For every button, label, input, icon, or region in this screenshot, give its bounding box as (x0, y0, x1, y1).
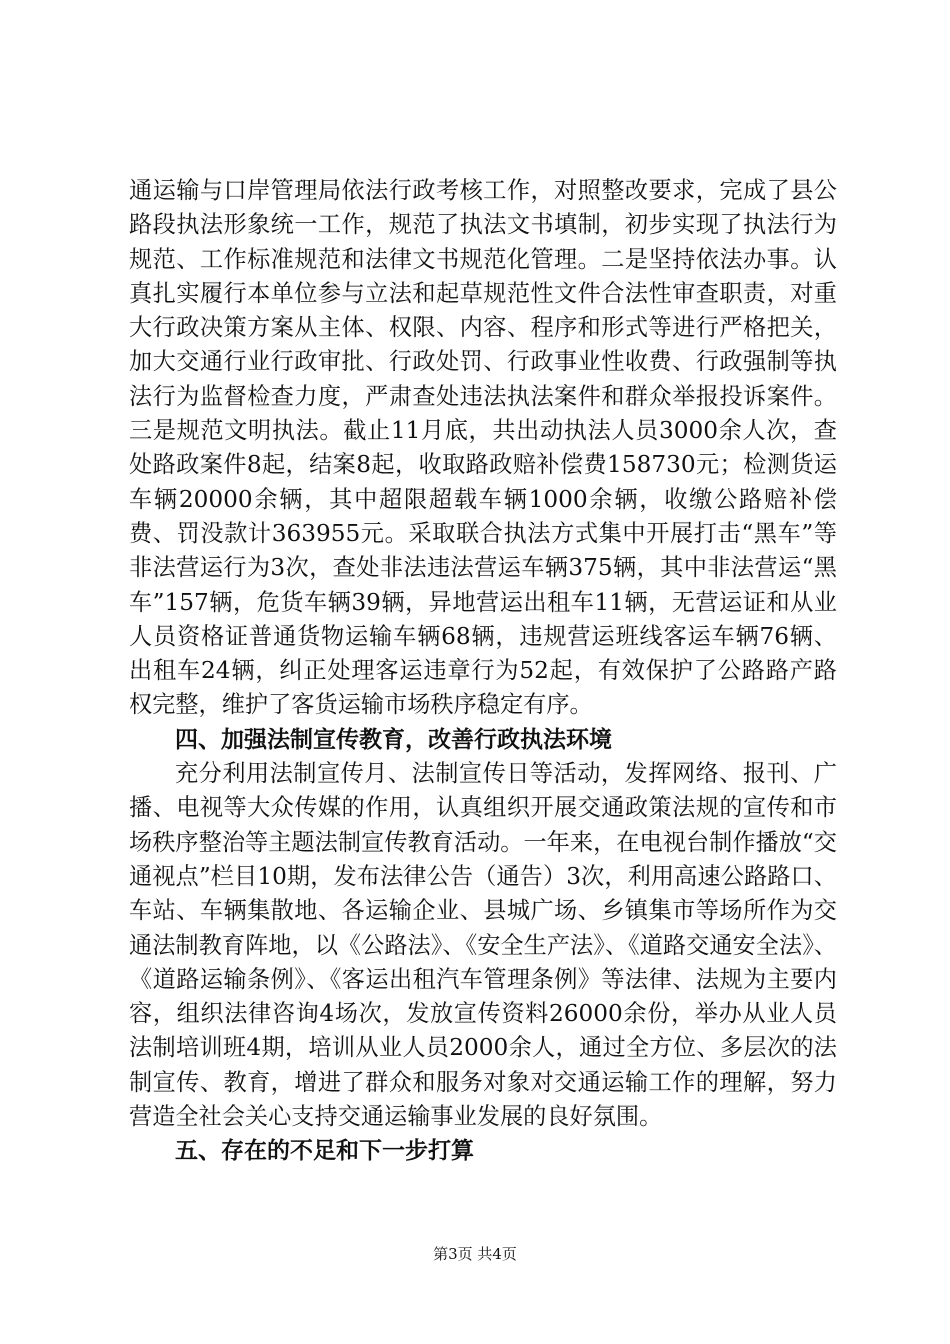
section-heading-4: 四、加强法制宣传教育，改善行政执法环境 (175, 726, 612, 753)
page-number-footer: 第3页 共4页 (433, 1245, 517, 1263)
paragraph-legal-publicity: 充分利用法制宣传月、法制宣传日等活动，发挥网络、报刊、广播、电视等大众传媒的作用，认真组织开展交通政策法规的宣传和市场秩序整治等主题法制宣传教育活动。一年来，在电视台制作播放“交通视点”栏目10期，发布法律公告（通告）3次，利用高速公路路口、车站、车辆集散地、各运输企业、县城广场、乡镇集市等场所作为交通法制教育阵地，以《公路法》、《安全生产法》、《道路交通安全法》、《道路运输条例》、《客运出租汽车管理条例》等法律、法规为主要内容，组织法律咨询4场次，发放宣传资料26000余份，举办从业人员法制培训班4期，培训从业人员2000余人，通过全方位、多层次的法制宣传、教育，增进了群众和服务对象对交通运输工作的理解，努力营造全社会关心支持交通运输事业发展的良好氛围。 (129, 760, 837, 1131)
document-body (129, 174, 837, 1169)
paragraph-law-enforcement: 通运输与口岸管理局依法行政考核工作，对照整改要求，完成了县公路段执法形象统一工作，规范了执法文书填制，初步实现了执法行为规范、工作标准规范和法律文书规范化管理。二是坚持依法办事。认真扎实履行本单位参与立法和起草规范性文件合法性审查职责，对重大行政决策方案从主体、权限、内容、程序和形式等进行严格把关，加大交通行业行政审批、行政处罚、行政事业性收费、行政强制等执法行为监督检查力度，严肃查处违法执法案件和群众举报投诉案件。三是规范文明执法。截止11月底，共出动执法人员3000余人次，查处路政案件8起，结案8起，收取路政赔补偿费158730元；检测货运车辆20000余辆，其中超限超载车辆1000余辆，收缴公路赔补偿费、罚没款计363955元。采取联合执法方式集中开展打击“黑车”等非法营运行为3次，查处非法违法营运车辆375辆，其中非法营运“黑车”157辆，危货车辆39辆，异地营运出租车11辆，无营运证和从业人员资格证普通货物运输车辆68辆，违规营运班线客运车辆76辆、出租车24辆，纠正处理客运违章行为52起，有效保护了公路路产路权完整，维护了客货运输市场秩序稳定有序。 (129, 177, 837, 719)
section-heading-5: 五、存在的不足和下一步打算 (175, 1138, 474, 1165)
